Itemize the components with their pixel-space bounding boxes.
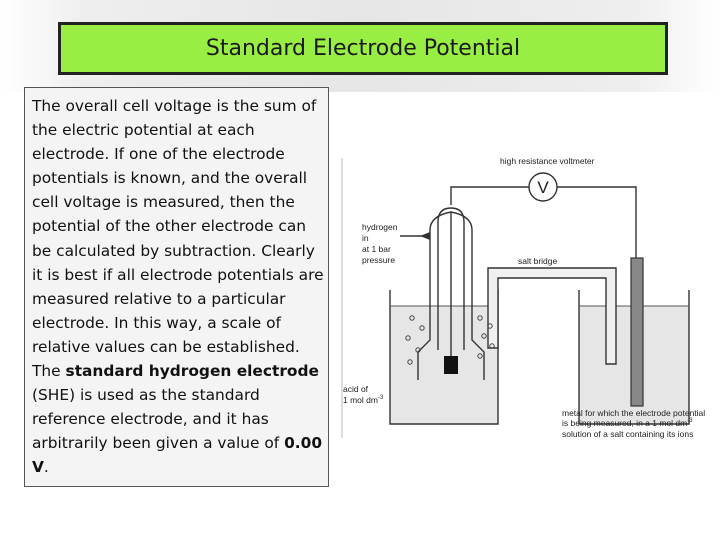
body-text <box>32 94 324 480</box>
voltmeter-symbol: V <box>537 178 549 197</box>
metal-electrode <box>631 258 643 406</box>
body-text-part3: . <box>43 458 49 477</box>
slide-title: Standard Electrode Potential <box>205 36 521 61</box>
body-text-box <box>24 87 329 487</box>
electrochemical-cell-diagram <box>338 140 720 445</box>
hydrogen-label-line-4: pressure <box>362 255 396 265</box>
metal-label-line-1: metal for which the electrode potential <box>562 408 706 418</box>
acid-label <box>343 384 384 405</box>
hydrogen-label-line-1: hydrogen <box>362 222 398 232</box>
voltmeter <box>529 173 557 201</box>
acid-label-line-1: acid of <box>343 384 369 394</box>
metal-label-line-2 <box>562 418 693 428</box>
body-text-part1: The overall cell voltage is the sum of the electric potential at each electrode. If one of the electrode potentials is known, and the overall cell voltage is measured, then the potential of the other electrode can be calculated by subtraction. Clearly it is best if all electrode potentials are measured relative to a particular electrode. In this way, a scale of relative values can be established. The <box>32 97 324 381</box>
hydrogen-label <box>362 222 398 265</box>
slide-title-box <box>58 22 668 75</box>
metal-label-text: is being measured, in a 1 mol dm <box>562 418 688 428</box>
body-text-bold-value: 0.00 V <box>32 434 323 477</box>
acid-label-text: 1 mol dm <box>343 395 378 405</box>
metal-label <box>562 408 705 439</box>
salt-bridge-label: salt bridge <box>518 256 558 266</box>
body-text-bold-she: standard hydrogen electrode <box>65 362 319 381</box>
hydrogen-label-line-3: at 1 bar <box>362 244 391 254</box>
platinum-electrode <box>444 356 458 374</box>
acid-label-superscript: -3 <box>377 395 384 401</box>
metal-label-superscript: -3 <box>687 418 693 424</box>
metal-label-line-3: solution of a salt containing its ions <box>562 429 694 439</box>
voltmeter-label: high resistance voltmeter <box>500 156 595 166</box>
body-text-part2: (SHE) is used as the standard reference electrode, and it has arbitrarily been given a value of <box>32 386 285 453</box>
acid-label-line-2 <box>343 395 384 405</box>
hydrogen-label-line-2: in <box>362 233 369 243</box>
